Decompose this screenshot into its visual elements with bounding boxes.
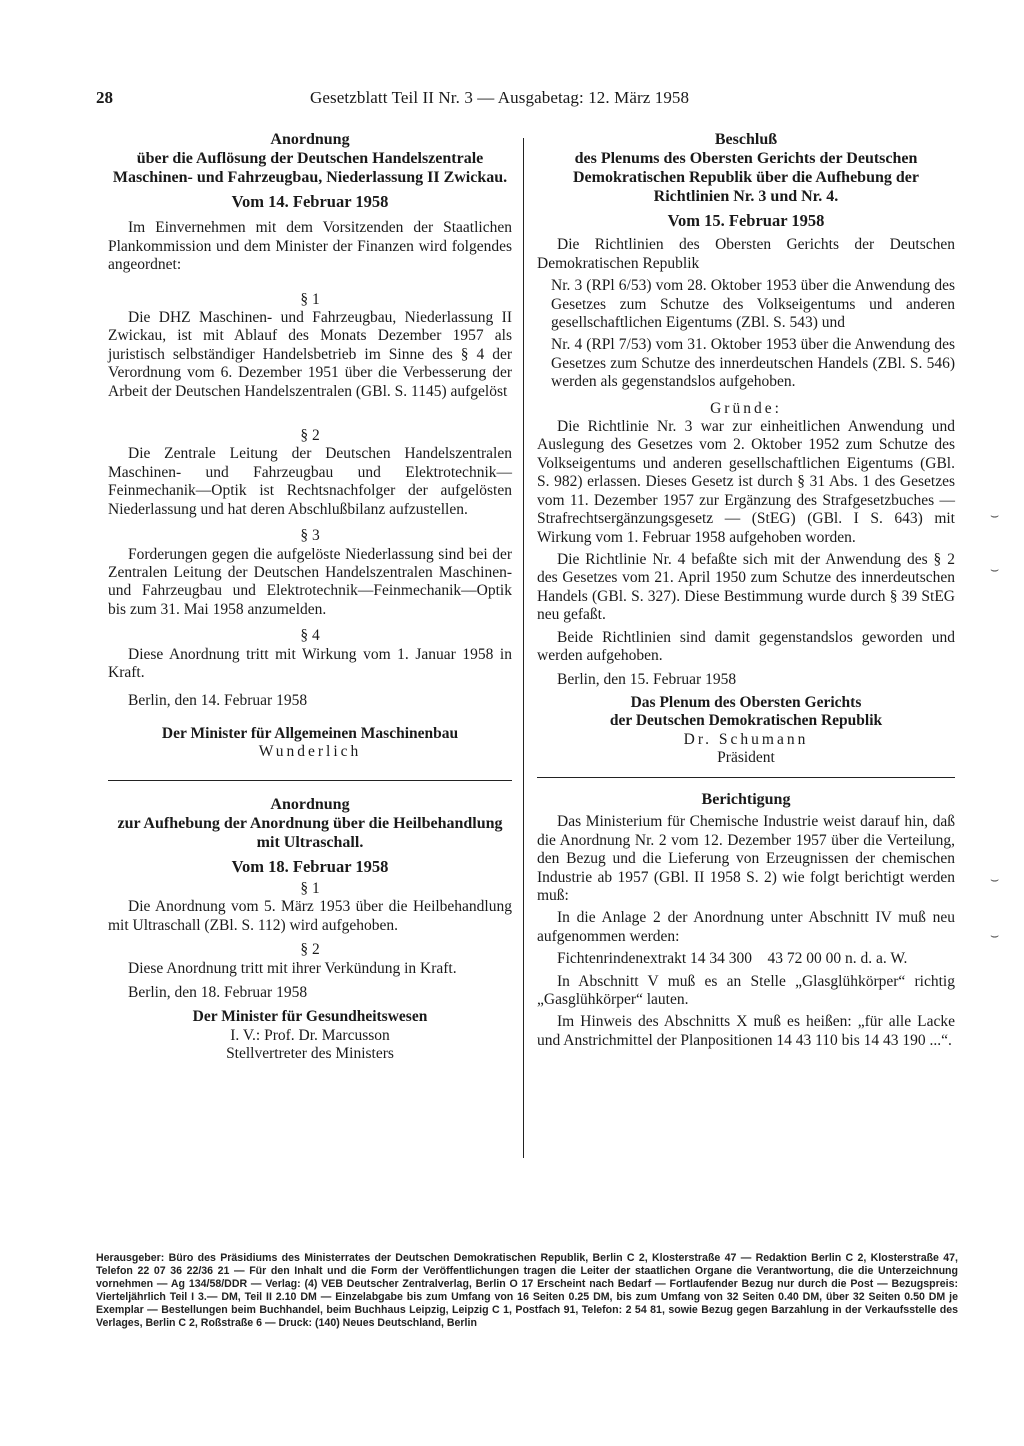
signer-title: Der Minister für Allgemeinen Maschinenbau: [161, 724, 459, 742]
list-item-nr4: Nr. 4 (RPl 7/53) vom 31. Oktober 1953 über die Anwendung des Gesetzes zum Schutze des innerdeutschen Handels (ZBl. S. 546) werden als gegenstandslos aufgehoben.: [551, 336, 955, 391]
section-2-label: § 2: [300, 427, 320, 445]
section-divider: [537, 777, 955, 778]
signer-role: Stellvertreter des Ministers: [226, 1045, 394, 1063]
section-4-label: § 4: [300, 627, 320, 645]
place-date: Berlin, den 15. Februar 1958: [557, 671, 737, 689]
signer-name: I. V.: Prof. Dr. Marcusson: [230, 1026, 390, 1044]
article-dhz-zwickau: [108, 130, 512, 762]
signer-name: Wunderlich: [258, 743, 362, 761]
section-3-text: Forderungen gegen die aufgelöste Niederlassung sind bei der Zentralen Leitung der Deutschen Handelszentralen Maschinen- und Fahrzeugbau und Elektrotechnik—Feinmechanik—Optik bis zum 31. Mai 1958 anzumelden.: [108, 545, 512, 618]
article-heading: Berichtigung: [701, 791, 791, 809]
right-column: [537, 130, 955, 1050]
section-3-label: § 3: [300, 527, 320, 545]
margin-mark-icon: ⌣: [990, 928, 1000, 944]
signer-title: Das Plenum des Obersten Gerichts der Deutschen Demokratischen Republik: [609, 693, 883, 730]
margin-mark-icon: ⌣: [990, 562, 1000, 578]
berichtigung-para-4: In Abschnitt V muß es an Stelle „Glasglühkörper“ richtig „Gasglühkörper“ lauten.: [537, 972, 955, 1009]
berichtigung-para-1: Das Ministerium für Chemische Industrie weist darauf hin, daß die Anordnung Nr. 2 vom 12. Dezember 1957 über die Verteilung, den Bezug und die Lieferung von Erzeugnissen der chemischen Industrie ab 1957 (GBl. II 1958 S. 2) wie folgt berichtigt werden muß:: [537, 813, 955, 904]
place-date: Berlin, den 18. Februar 1958: [128, 984, 308, 1001]
page-number: 28: [96, 88, 113, 107]
article-heading: Beschluß des Plenums des Obersten Gerichts der Deutschen Demokratischen Republik über die Aufhebung der Richtlinien Nr. 3 und Nr. 4.: [573, 131, 919, 205]
section-1-label: § 1: [300, 879, 320, 897]
article-date: Vom 18. Februar 1958: [231, 856, 389, 876]
section-1-text: Die DHZ Maschinen- und Fahrzeugbau, Niederlassung II Zwickau, ist mit Ablauf des Monats Dezember 1957 als juristisch selbständiger Handelsbetrieb im Sinne des § 4 der Verordnung vom 6. Dezember 1951 über die Verbesserung der Arbeit der Deutschen Handelszentralen (GBl. S. 1145) aufgelöst: [108, 309, 512, 400]
publisher-footer: Herausgeber: Büro des Präsidiums des Ministerrates der Deutschen Demokratischen Republik, Berlin C 2, Klosterstraße 47 — Redaktion Berlin C 2, Klosterstraße 47, Telefon 22 07 36 22/36 21 — Für den Inhalt und die Form der Veröffentlichungen tragen die Leiter der staatlichen Organe die Verantwortung, die die Unterzeichnung vornehmen — Ag 134/58/DDR — Verlag: (4) VEB Deutscher Zentralverlag, Berlin O 17 Erscheint nach Bedarf — Fortlaufender Bezug nur durch die Post — Bezugspreis: Vierteljährlich Teil I 3.— DM, Teil II 2.10 DM — Einzelabgabe bis zum Umfang von 16 Seiten 0.25 DM, bis zum Umfang von 32 Seiten 0.40 DM, über 32 Seiten 0.50 DM je Exemplar — Bestellungen beim Buchhandel, beim Buchhaus Leipzig, Leipzig C 1, Postfach 91, Telefon: 2 54 81, sowie Bezug gegen Barzahlung in der Verkaufsstelle des Verlages, Berlin C 2, Roßstraße 6 — Druck: (140) Neues Deutschland, Berlin: [96, 1252, 958, 1329]
berichtigung-para-2: In die Anlage 2 der Anordnung unter Abschnitt IV muß neu aufgenommen werden:: [537, 909, 955, 945]
article-heading: Anordnung zur Aufhebung der Anordnung über die Heilbehandlung mit Ultraschall.: [117, 795, 503, 851]
left-column: [108, 130, 512, 1064]
place-date: Berlin, den 14. Februar 1958: [128, 692, 308, 710]
section-divider: [108, 780, 512, 781]
signer-role: Präsident: [717, 748, 775, 766]
article-ultraschall: [108, 795, 512, 1064]
section-2-text: Diese Anordnung tritt mit ihrer Verkündung in Kraft.: [128, 959, 457, 977]
berichtigung-para-3: Fichtenrindenextrakt 14 34 300 43 72 00 00 n. d. a. W.: [557, 950, 908, 968]
margin-mark-icon: ⌣: [990, 872, 1000, 888]
gruende-para-2: Die Richtlinie Nr. 4 befaßte sich mit der Anwendung des § 2 des Gesetzes vom 21. April 1950 zum Schutze des innerdeutschen Handels (GBl. S. 327). Diese Bestimmung wurde durch § 39 StEG neu gefaßt.: [537, 550, 955, 624]
article-date: Vom 14. Februar 1958: [231, 192, 389, 211]
page-header-title: Gesetzblatt Teil II Nr. 3 — Ausgabetag: 12. März 1958: [310, 88, 690, 107]
list-item-nr3: Nr. 3 (RPl 6/53) vom 28. Oktober 1953 über die Anwendung des Gesetzes zum Schutze des Volkseigentums und anderen gesellschaftlichen Eigentums (ZBl. S. 543) und: [551, 277, 955, 332]
section-2-text: Die Zentrale Leitung der Deutschen Handelszentralen Maschinen- und Fahrzeugbau und Elektrotechnik—Feinmechanik—Optik ist Rechtsnachfolger der aufgelösten Niederlassung und hat deren Abschlußbilanz aufzustellen.: [108, 445, 512, 518]
section-2-label: § 2: [300, 941, 320, 959]
signer-name: Dr. Schumann: [683, 730, 809, 748]
article-heading: Anordnung über die Auflösung der Deutschen Handelszentrale Maschinen- und Fahrzeugbau, Niederlassung II Zwickau.: [112, 131, 508, 186]
article-intro: Die Richtlinien des Obersten Gerichts der Deutschen Demokratischen Republik: [537, 236, 955, 272]
section-1-text: Die Anordnung vom 5. März 1953 über die Heilbehandlung mit Ultraschall (ZBl. S. 112) wird aufgehoben.: [108, 898, 512, 934]
gruende-heading: Gründe:: [710, 399, 782, 417]
article-berichtigung: [537, 790, 955, 1050]
article-beschluss: [537, 130, 955, 767]
signer-title: Der Minister für Gesundheitswesen: [192, 1008, 428, 1026]
gruende-para-3: Beide Richtlinien sind damit gegenstandslos geworden und werden aufgehoben.: [537, 628, 955, 664]
section-1-label: § 1: [300, 290, 320, 308]
column-divider: [523, 138, 524, 1158]
section-4-text: Diese Anordnung tritt mit Wirkung vom 1. Januar 1958 in Kraft.: [108, 645, 512, 681]
article-date: Vom 15. Februar 1958: [667, 211, 825, 230]
margin-mark-icon: ⌣: [990, 508, 1000, 524]
gruende-para-1: Die Richtlinie Nr. 3 war zur einheitlichen Anwendung und Auslegung des Gesetzes vom 2. Oktober 1952 zum Schutze des Volkseigentums und anderen gesellschaftlichen Eigentums (GBl. S. 982) erlassen. Dieses Gesetz ist durch § 31 Abs. 1 des Gesetzes vom 11. Dezember 1957 zur Ergänzung des Strafgesetzbuches — Strafrechtsergänzungsgesetz — (StEG) (GBl. I S. 643) mit Wirkung vom 1. Februar 1958 aufgehoben worden.: [537, 418, 955, 546]
article-intro: Im Einvernehmen mit dem Vorsitzenden der Staatlichen Plankommission und dem Minister der Finanzen wird folgendes angeordnet:: [108, 219, 512, 274]
berichtigung-para-5: Im Hinweis des Abschnitts X muß es heißen: „für alle Lacke und Anstrichmittel der Planpositionen 14 43 110 bis 14 43 190 ...“.: [537, 1013, 955, 1049]
